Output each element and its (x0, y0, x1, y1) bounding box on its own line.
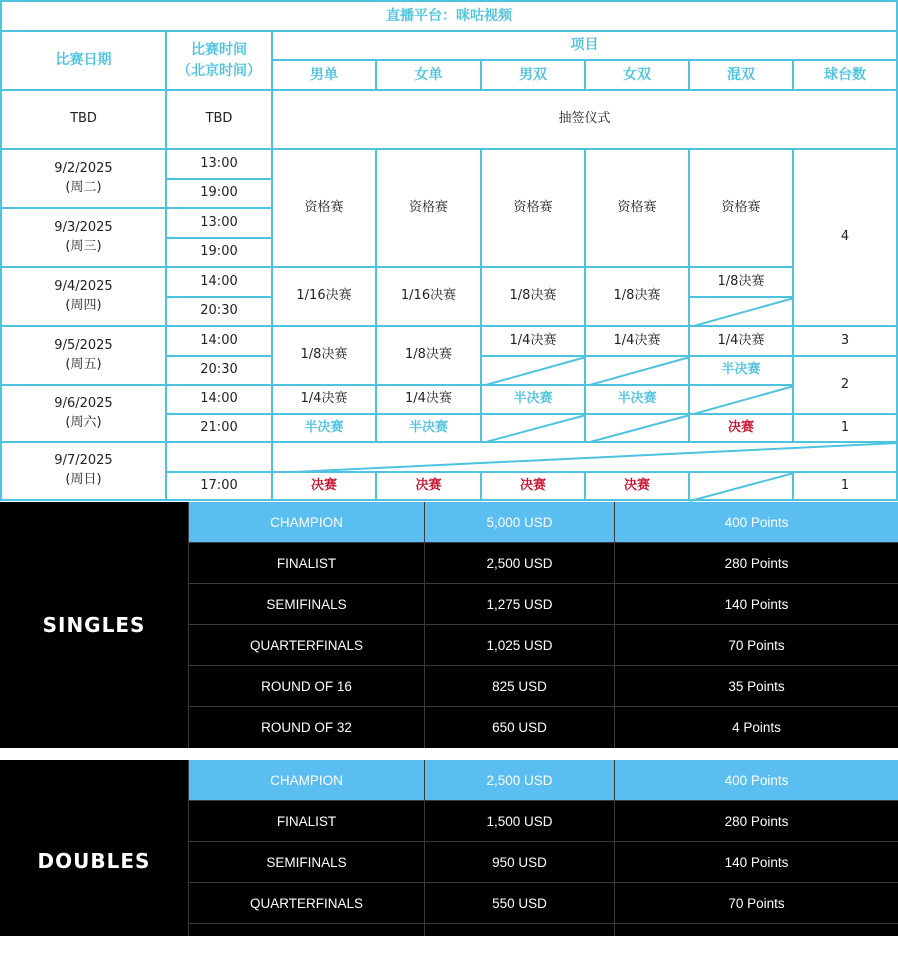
qualifying-cell: 资格赛 (584, 148, 690, 268)
header-date: 比赛日期 (0, 30, 167, 91)
final-cell: 决赛 (688, 413, 794, 443)
date-value: 9/6/2025 (54, 395, 113, 411)
header-time (165, 30, 273, 91)
semifinal-cell: 半决赛 (688, 355, 794, 386)
table-count: 2 (792, 355, 898, 415)
weekday: (周二) (65, 179, 102, 195)
round-cell: 1/4决赛 (271, 384, 377, 415)
header-mixed-doubles: 混双 (688, 59, 794, 91)
round-name: CHAMPION (188, 760, 424, 800)
weekday: (周六) (65, 414, 102, 430)
final-cell: 决赛 (375, 471, 482, 501)
time-cell: 14:00 (165, 384, 273, 415)
date-cell (0, 148, 167, 209)
prize-money: 1,500 USD (424, 801, 614, 841)
prize-row (188, 760, 898, 801)
prize-row (188, 883, 898, 924)
ranking-points: 400 Points (614, 502, 898, 542)
semifinal-cell: 半决赛 (375, 413, 482, 443)
empty-slash-cell (271, 441, 898, 473)
ranking-points: 140 Points (614, 584, 898, 624)
ranking-points: 400 Points (614, 760, 898, 800)
ranking-points: 280 Points (614, 543, 898, 583)
semifinal-cell: 半决赛 (584, 384, 690, 415)
round-cell: 1/8决赛 (584, 266, 690, 327)
final-cell: 决赛 (584, 471, 690, 501)
prize-row (188, 584, 898, 625)
round-cell: 1/8决赛 (375, 325, 482, 386)
round-name: FINALIST (188, 801, 424, 841)
qualifying-cell: 资格赛 (480, 148, 586, 268)
date-cell (0, 266, 167, 327)
prize-money: 2,500 USD (424, 760, 614, 800)
round-cell: 1/16决赛 (375, 266, 482, 327)
weekday: (周三) (65, 238, 102, 254)
time-cell: 20:30 (165, 296, 273, 327)
empty-slash-cell (688, 471, 794, 501)
empty-slash-cell (584, 413, 690, 443)
round-name: FINALIST (188, 543, 424, 583)
prize-money: 1,275 USD (424, 584, 614, 624)
date-value: 9/4/2025 (54, 278, 113, 294)
time-cell: 20:30 (165, 355, 273, 386)
empty-slash-cell (480, 355, 586, 386)
table-count: 1 (792, 413, 898, 443)
ranking-points: 140 Points (614, 842, 898, 882)
header-time-line1: 比赛时间 (191, 42, 247, 59)
time-cell: 14:00 (165, 325, 273, 357)
table-count: 1 (792, 471, 898, 501)
header-tables: 球台数 (792, 59, 898, 91)
round-cell: 1/16决赛 (271, 266, 377, 327)
round-name: ROUND OF 32 (188, 707, 424, 748)
prize-money: 950 USD (424, 842, 614, 882)
prize-row (188, 543, 898, 584)
weekday: (周五) (65, 356, 102, 372)
header-womens-singles: 女单 (375, 59, 482, 91)
date-value: 9/5/2025 (54, 337, 113, 353)
time-cell: 21:00 (165, 413, 273, 443)
time-cell: 13:00 (165, 148, 273, 180)
time-cell: 17:00 (165, 471, 273, 501)
qualifying-cell: 资格赛 (688, 148, 794, 268)
prize-money: 2,500 USD (424, 543, 614, 583)
date-value: 9/2/2025 (54, 160, 113, 176)
prize-money: 650 USD (424, 707, 614, 748)
semifinal-cell: 半决赛 (480, 384, 586, 415)
prize-money: 1,025 USD (424, 625, 614, 665)
header-womens-doubles: 女双 (584, 59, 690, 91)
prize-row (188, 666, 898, 707)
singles-prize-table (0, 502, 898, 748)
platform-title: 直播平台：咪咕视频 (0, 0, 898, 32)
time-cell: 13:00 (165, 207, 273, 239)
prize-money: 550 USD (424, 883, 614, 923)
prize-money: 825 USD (424, 666, 614, 706)
round-name: SEMIFINALS (188, 584, 424, 624)
time-cell-empty (165, 441, 273, 473)
tbd-time: TBD (165, 89, 273, 150)
round-cell: 1/8决赛 (688, 266, 794, 298)
ranking-points: 70 Points (614, 625, 898, 665)
empty-slash-cell (688, 296, 794, 327)
ranking-points: 35 Points (614, 666, 898, 706)
round-cell: 1/4决赛 (375, 384, 482, 415)
empty-slash-cell (480, 413, 586, 443)
time-cell: 14:00 (165, 266, 273, 298)
weekday: (周日) (65, 472, 102, 487)
final-cell: 决赛 (480, 471, 586, 501)
table-count: 3 (792, 325, 898, 357)
qualifying-cell: 资格赛 (375, 148, 482, 268)
prize-money: 5,000 USD (424, 502, 614, 542)
date-value: 9/3/2025 (54, 219, 113, 235)
date-value: 9/7/2025 (54, 453, 113, 469)
header-mens-singles: 男单 (271, 59, 377, 91)
time-cell: 19:00 (165, 237, 273, 268)
empty-slash-cell (688, 384, 794, 415)
weekday: (周四) (65, 297, 102, 313)
header-time-line2: （北京时间） (177, 62, 261, 79)
semifinal-cell: 半决赛 (271, 413, 377, 443)
round-cell: 1/4决赛 (688, 325, 794, 357)
round-name: QUARTERFINALS (188, 625, 424, 665)
header-events: 项目 (271, 30, 898, 61)
draw-ceremony: 抽签仪式 (271, 89, 898, 150)
round-name: CHAMPION (188, 502, 424, 542)
prize-row (188, 625, 898, 666)
section-divider (0, 748, 898, 760)
date-cell (0, 207, 167, 268)
prize-row (188, 502, 898, 543)
ranking-points: 280 Points (614, 801, 898, 841)
doubles-prize-table (0, 760, 898, 936)
singles-label: SINGLES (42, 613, 146, 637)
ranking-points: 70 Points (614, 883, 898, 923)
date-cell (0, 441, 167, 501)
prize-row-partial (188, 924, 898, 936)
round-cell: 1/4决赛 (480, 325, 586, 357)
final-cell: 决赛 (271, 471, 377, 501)
round-cell: 1/8决赛 (271, 325, 377, 386)
ranking-points: 4 Points (614, 707, 898, 748)
round-cell: 1/4决赛 (584, 325, 690, 357)
date-cell (0, 325, 167, 386)
round-name: SEMIFINALS (188, 842, 424, 882)
prize-row (188, 842, 898, 883)
round-cell: 1/8决赛 (480, 266, 586, 327)
qualifying-cell: 资格赛 (271, 148, 377, 268)
prize-row (188, 801, 898, 842)
round-name: ROUND OF 16 (188, 666, 424, 706)
header-mens-doubles: 男双 (480, 59, 586, 91)
date-cell (0, 384, 167, 443)
round-name: QUARTERFINALS (188, 883, 424, 923)
table-count: 4 (792, 148, 898, 327)
empty-slash-cell (584, 355, 690, 386)
time-cell: 19:00 (165, 178, 273, 209)
tbd-date: TBD (0, 89, 167, 150)
prize-row (188, 707, 898, 748)
doubles-label: DOUBLES (37, 849, 151, 873)
